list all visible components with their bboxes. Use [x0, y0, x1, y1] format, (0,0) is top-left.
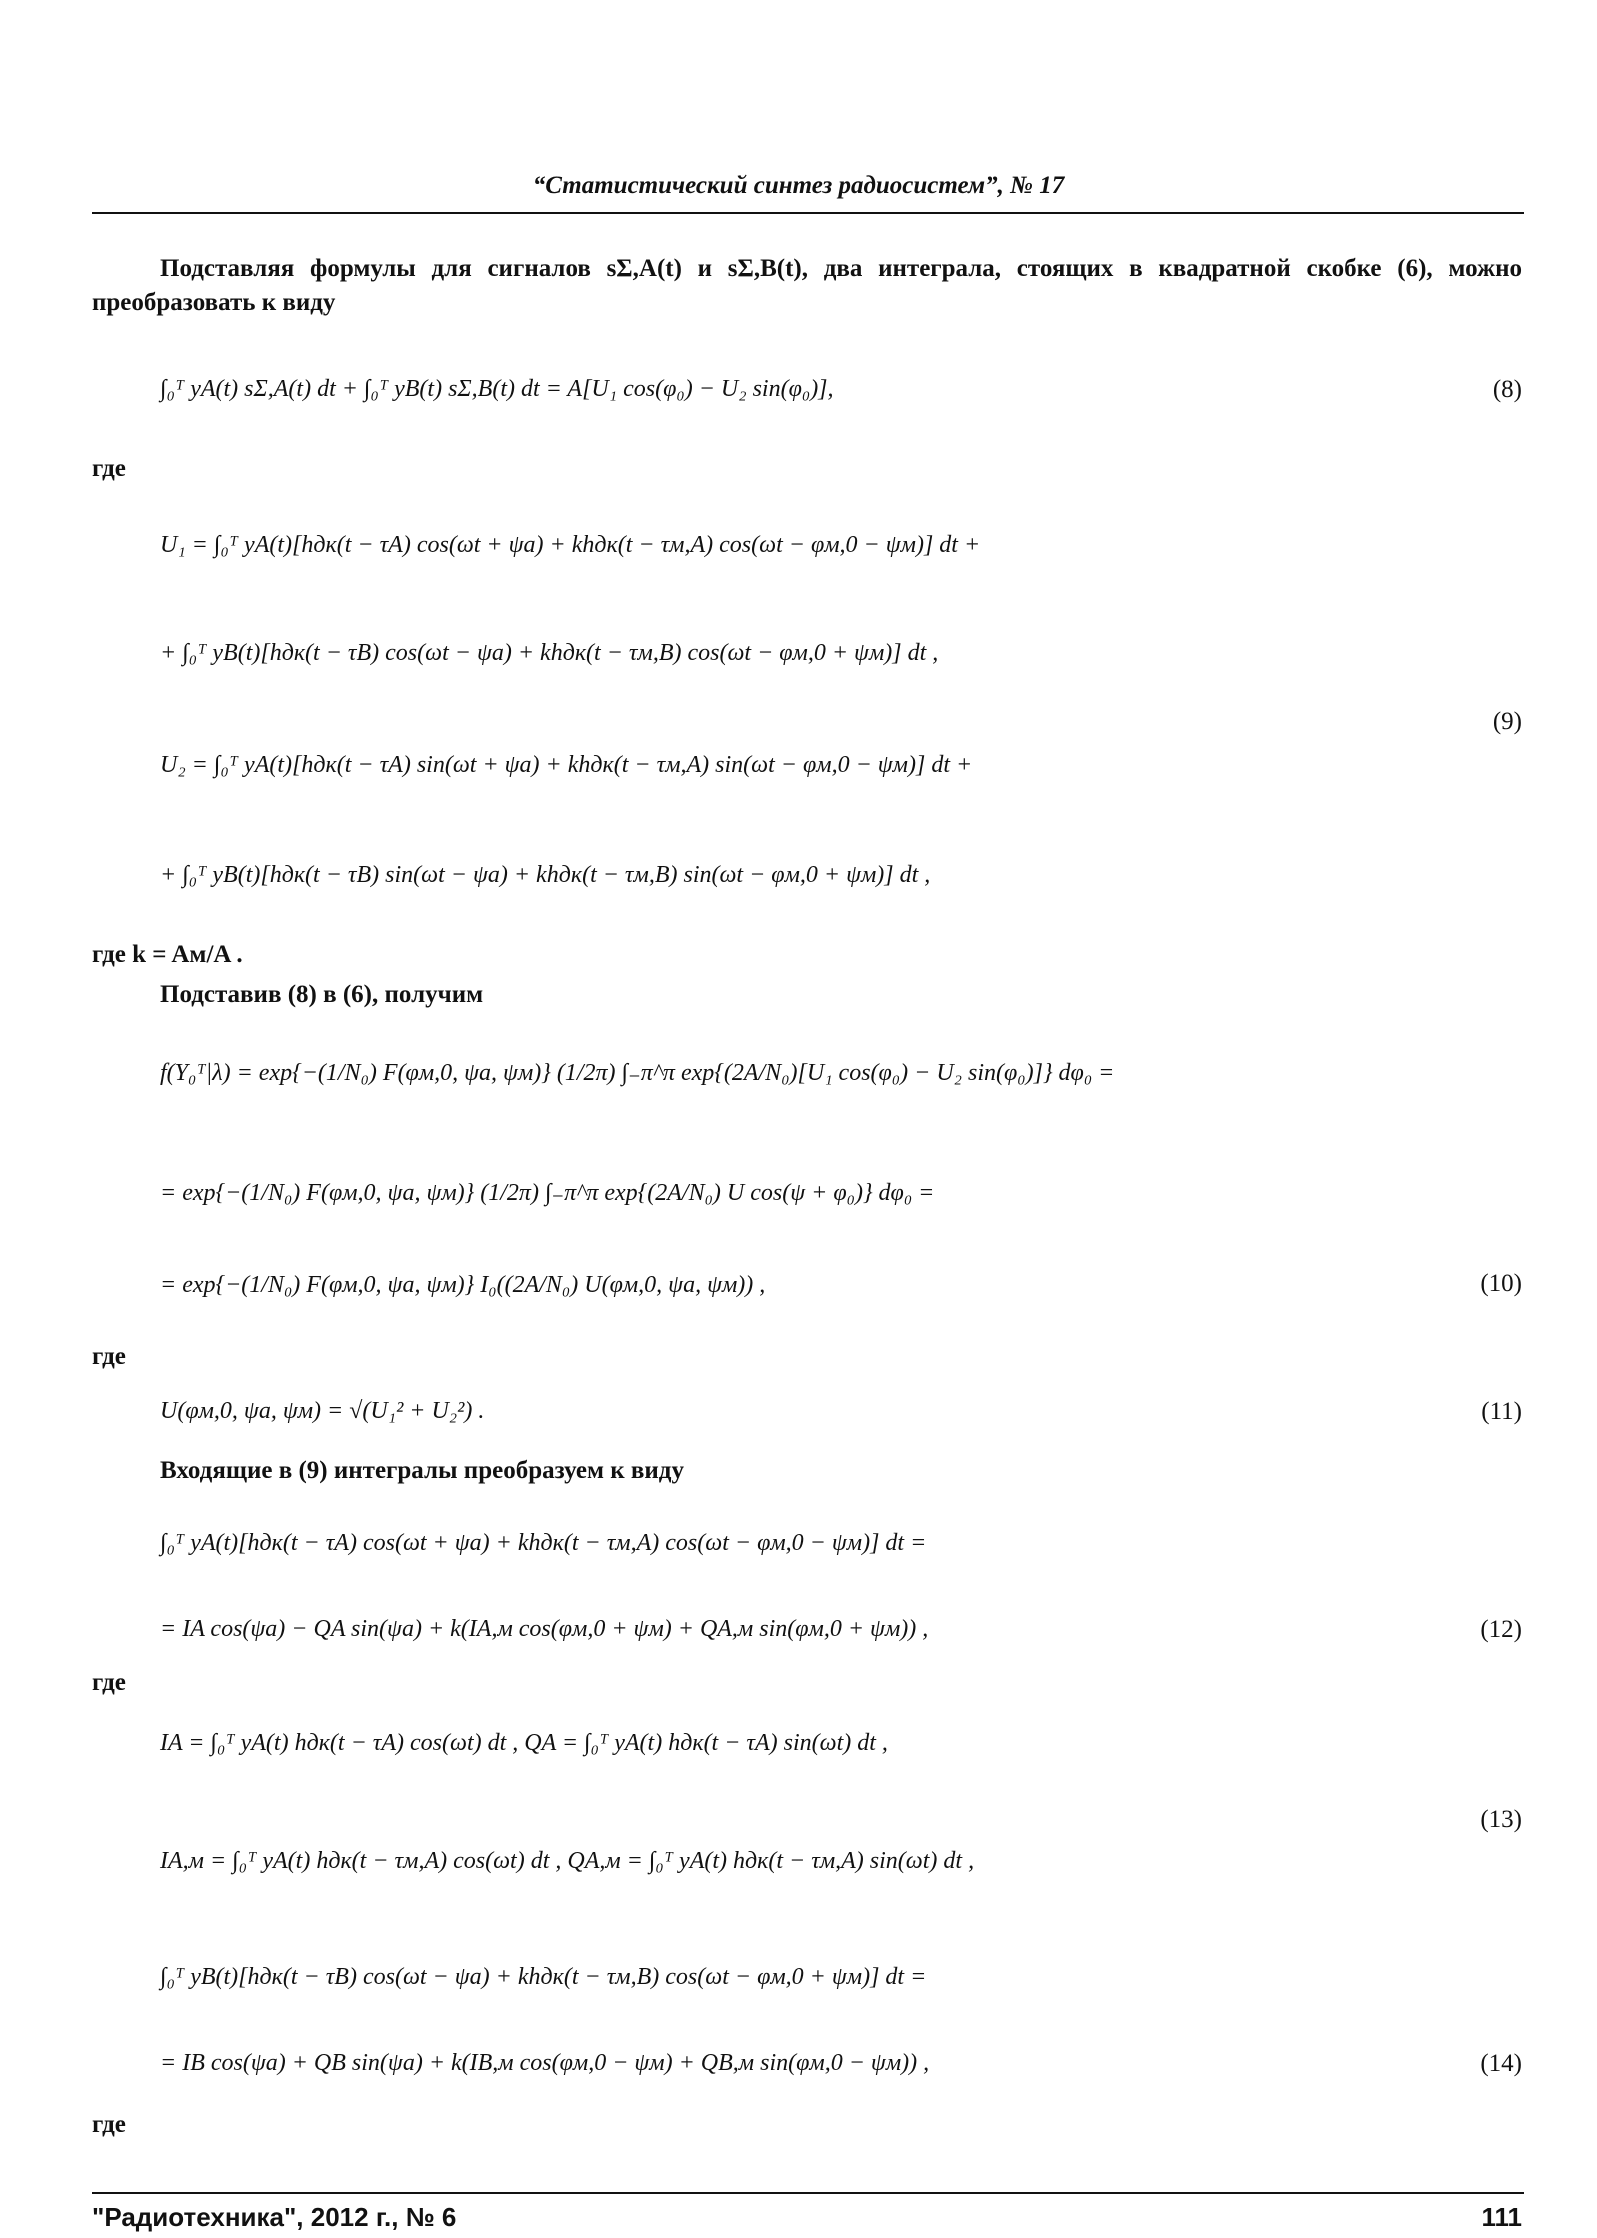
where-label-2: где: [92, 1343, 126, 1370]
equation-number-14: (14): [1480, 2050, 1522, 2077]
page-number: 111: [1481, 2202, 1522, 2232]
equation-9-line-3: U₂ = ∫₀ᵀ yA(t)[hдк(t − τA) sin(ωt + ψa) + khдк(t − τм,A) sin(ωt − φм,0 − ψм)] dt +: [160, 752, 973, 778]
equation-number-8: (8): [1492, 376, 1522, 403]
equation-number-13: (13): [1480, 1806, 1522, 1833]
equation-9-line-1: U₁ = ∫₀ᵀ yA(t)[hдк(t − τA) cos(ωt + ψa) + khдк(t − τм,A) cos(ωt − φм,0 − ψм)] dt +: [160, 532, 981, 558]
equation-number-9: (9): [1492, 708, 1522, 735]
running-header: “Статистический синтез радиосистем”, № 17: [532, 172, 1065, 199]
equation-10-line-1: f(Y₀ᵀ|λ) = exp{−(1/N₀) F(φм,0, ψa, ψм)} (1/2π) ∫₋π^π exp{(2A/N₀)[U₁ cos(φ₀) − U₂ sin(φ₀)]} dφ₀ =: [160, 1060, 1115, 1086]
equation-14-line-1: ∫₀ᵀ yB(t)[hдк(t − τB) cos(ωt − ψa) + khдк(t − τм,B) cos(ωt − φм,0 + ψм)] dt =: [160, 1964, 927, 1990]
equation-14-line-2: = IB cos(ψa) + QB sin(ψa) + k(IB,м cos(φм,0 − ψм) + QB,м sin(φм,0 − ψм)) ,: [160, 2050, 930, 2076]
equation-8: ∫₀ᵀ yA(t) sΣ,A(t) dt + ∫₀ᵀ yB(t) sΣ,B(t) dt = A[U₁ cos(φ₀) − U₂ sin(φ₀)],: [160, 376, 834, 402]
equation-9-line-4: + ∫₀ᵀ yB(t)[hдк(t − τB) sin(ωt − ψa) + khдк(t − τм,B) sin(ωt − φм,0 + ψм)] dt ,: [160, 862, 931, 888]
footer-rule: [92, 2192, 1524, 2194]
where-label-4: где: [92, 2111, 126, 2138]
where-label-1: где: [92, 455, 126, 482]
where-label-3: где: [92, 1669, 126, 1696]
equation-number-10: (10): [1480, 1270, 1522, 1297]
intro-paragraph: Подставляя формулы для сигналов sΣ,A(t) и sΣ,B(t), два интеграла, стоящих в квадратной скобке (6), можно преобразовать к виду: [92, 255, 1522, 316]
equation-9-line-2: + ∫₀ᵀ yB(t)[hдк(t − τB) cos(ωt − ψa) + khдк(t − τм,B) cos(ωt − φм,0 + ψм)] dt ,: [160, 640, 939, 666]
equation-13-line-1: IA = ∫₀ᵀ yA(t) hдк(t − τA) cos(ωt) dt , QA = ∫₀ᵀ yA(t) hдк(t − τA) sin(ωt) dt ,: [160, 1730, 888, 1756]
footer-journal: "Радиотехника", 2012 г., № 6: [92, 2202, 457, 2232]
header-rule: [92, 212, 1524, 214]
equation-12-line-2: = IA cos(ψa) − QA sin(ψa) + k(IA,м cos(φм,0 + ψм) + QA,м sin(φм,0 + ψм)) ,: [160, 1616, 929, 1642]
equation-13-line-2: IA,м = ∫₀ᵀ yA(t) hдк(t − τм,A) cos(ωt) dt , QA,м = ∫₀ᵀ yA(t) hдк(t − τм,A) sin(ωt) dt ,: [160, 1848, 975, 1874]
equation-12-line-1: ∫₀ᵀ yA(t)[hдк(t − τA) cos(ωt + ψa) + khдк(t − τм,A) cos(ωt − φм,0 − ψм)] dt =: [160, 1530, 927, 1556]
equation-10-line-3: = exp{−(1/N₀) F(φм,0, ψa, ψм)} I₀((2A/N₀) U(φм,0, ψa, ψм)) ,: [160, 1272, 766, 1298]
equation-10-line-2: = exp{−(1/N₀) F(φм,0, ψa, ψм)} (1/2π) ∫₋π^π exp{(2A/N₀) U cos(ψ + φ₀)} dφ₀ =: [160, 1180, 935, 1206]
equation-number-11: (11): [1481, 1398, 1522, 1425]
integrals-intro-line: Входящие в (9) интегралы преобразуем к виду: [160, 1457, 684, 1484]
substituting-line: Подставив (8) в (6), получим: [160, 981, 484, 1008]
where-k-line: где k = Aм/A .: [92, 941, 243, 968]
equation-number-12: (12): [1480, 1616, 1522, 1643]
equation-11: U(φм,0, ψa, ψм) = √(U₁² + U₂²) .: [160, 1398, 485, 1424]
